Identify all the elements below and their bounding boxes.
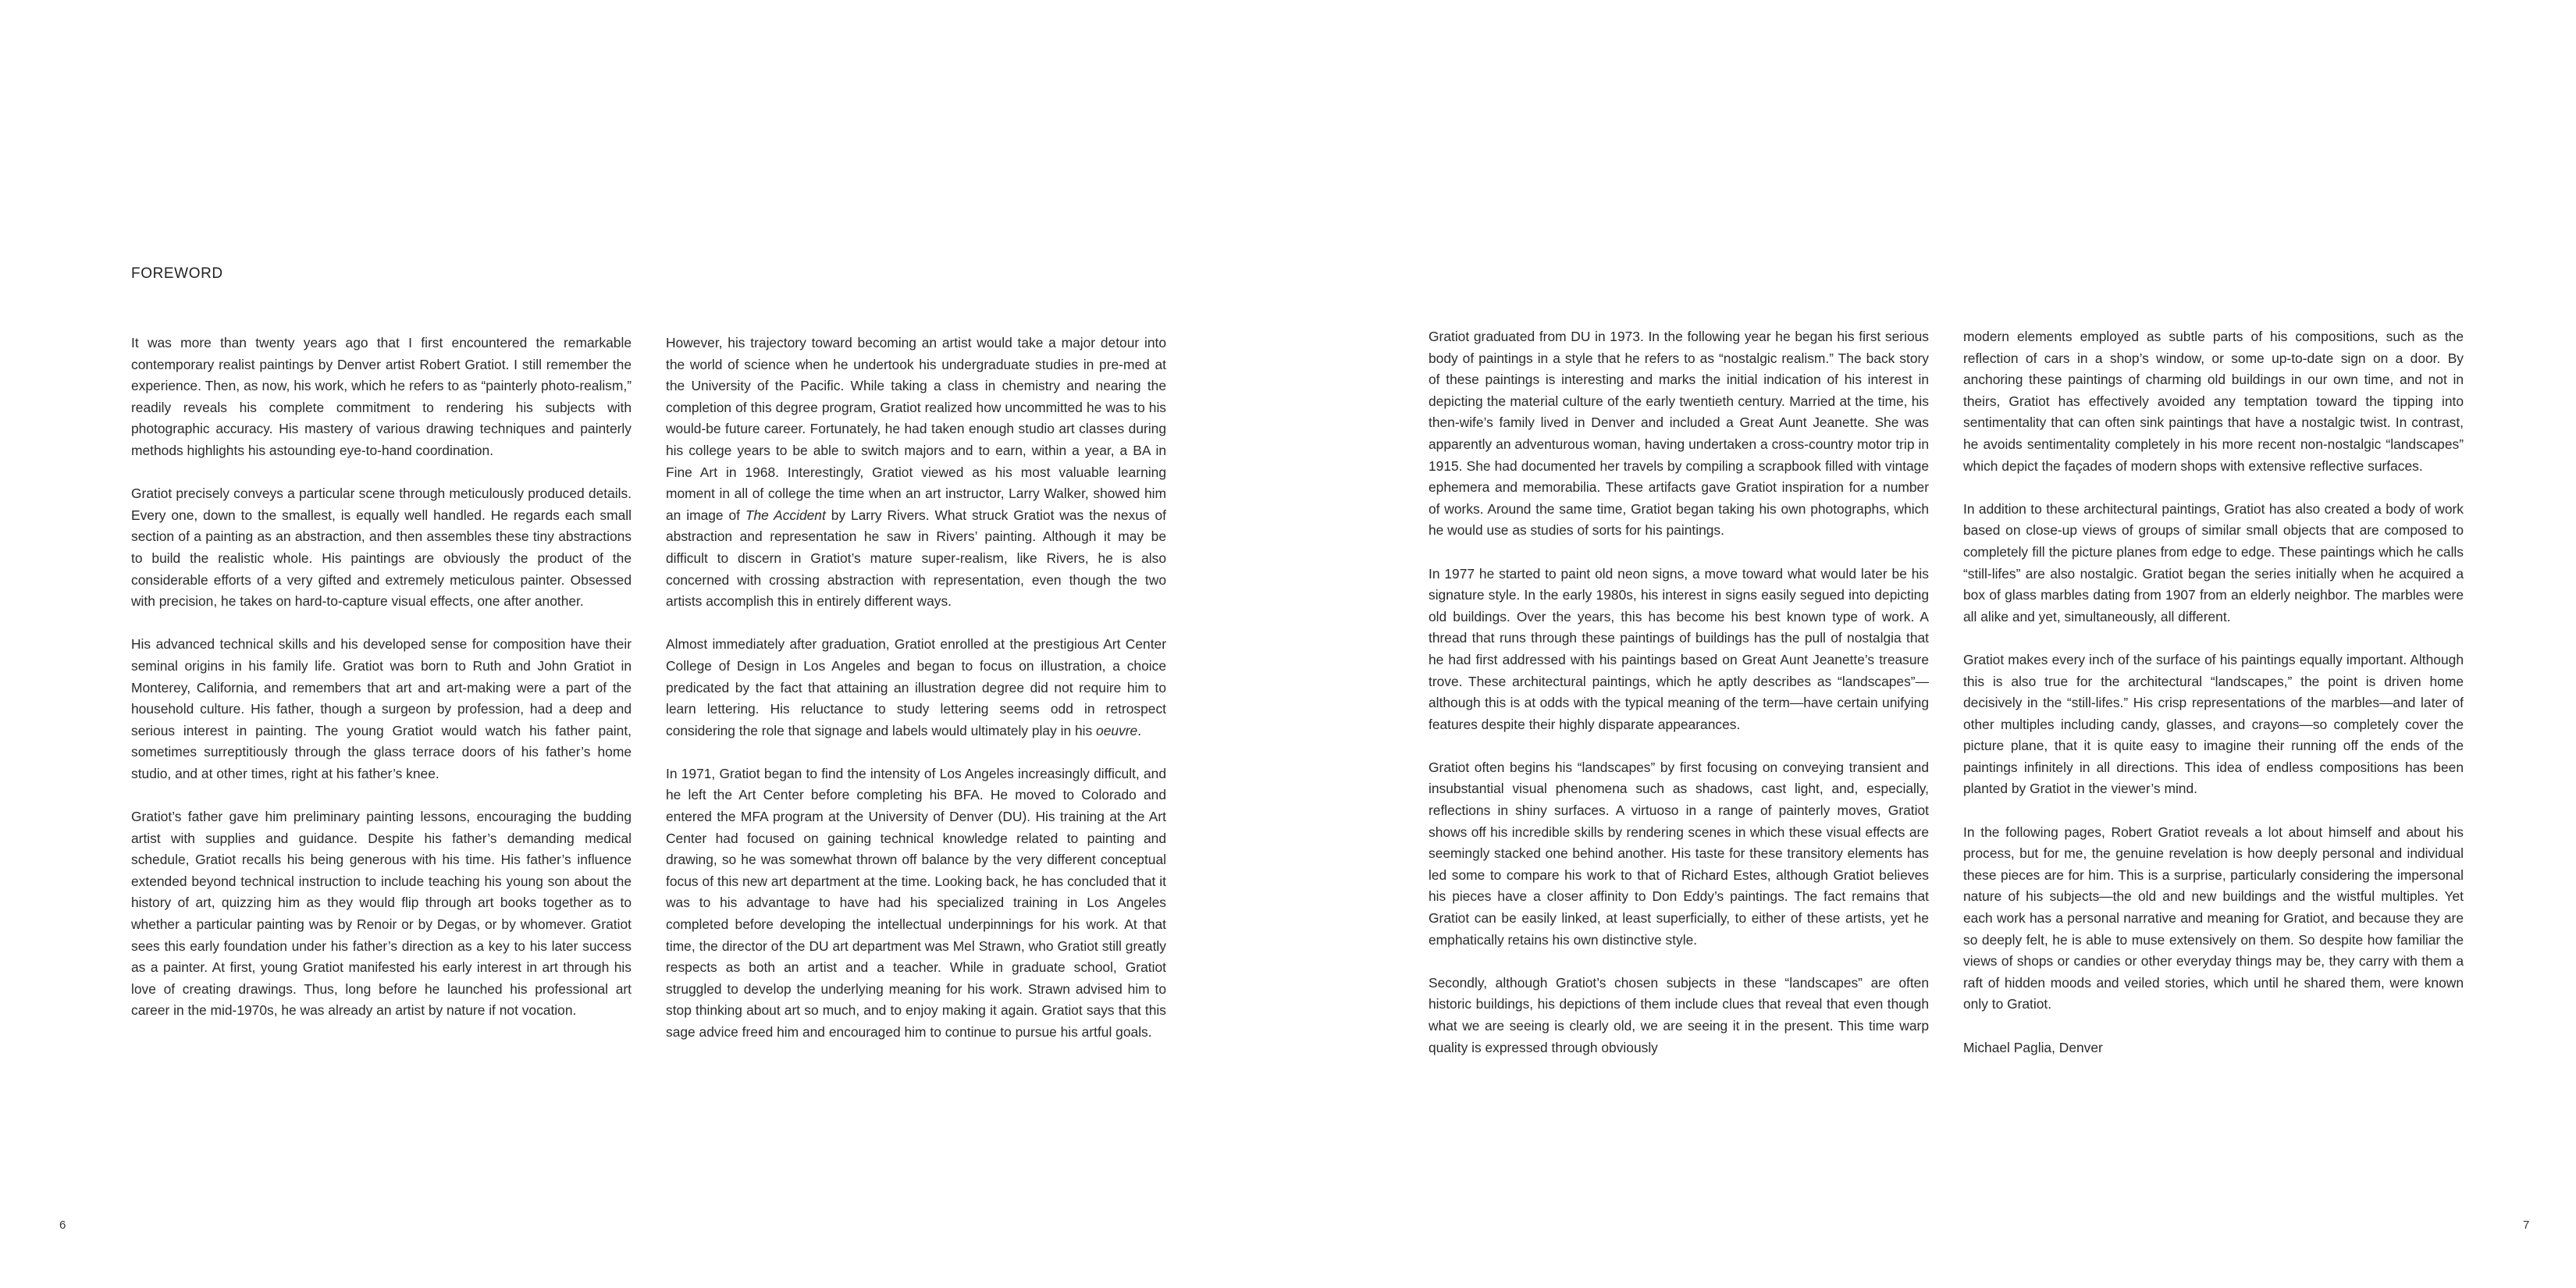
author-signature: Michael Paglia, Denver [1963, 1039, 2103, 1055]
page-number-right: 7 [2523, 1219, 2530, 1232]
paragraph: Gratiot’s father gave him preliminary painting lessons, encouraging the budding artist with supplies and guidance. Despite his father’s demanding medical schedule, Gratiot recalls his being generous with his time. His father’s influence extended beyond technical instruction to include teaching his young son about the history of art, quizzing him as they would flip through art books together as to whether a particular painting was by Renoir or by Degas, or by whomever. Gratiot sees this early foundation under his father’s direction as a key to his later success as a painter. At first, young Gratiot manifested his early interest in art through his love of creating drawings. Thus, long before he launched his professional art career in the mid-1970s, he was already an artist by nature if not vocation. [131, 809, 632, 1019]
page-heading: FOREWORD [131, 265, 223, 282]
paragraph: However, his trajectory toward becoming an artist would take a major detour into the world of science when he undertook his undergraduate studies in pre-med at the University of the Pacific. While taking a class in chemistry and nearing the completion of this degree program, Gratiot realized how uncommitted he was to his would-be future career. Fortunately, he had taken enough studio art classes during his college years to be able to switch majors and to earn, within a year, a BA in Fine Art in 1968. Interestingly, Gratiot viewed as his most valuable learning moment in all of college the time when an art instructor, Larry Walker, showed him an image of The Accident by Larry Rivers. What struck Gratiot was the nexus of abstraction and representation he saw in Rivers’ painting. Although it may be difficult to discern in Gratiot’s mature super-realism, like Rivers, he is also concerned with crossing abstraction with representation, even though the two artists accomplish this in entirely different ways. [666, 335, 1166, 610]
paragraph: In 1977 he started to paint old neon signs, a move toward what would later be his signature style. In the early 1980s, his interest in signs easily segued into depicting old buildings. Over the years, this has become his best known type of work. A thread that runs through these paintings of buildings has the pull of nostalgia that he had first addressed with his paintings based on Great Aunt Jeanette’s treasure trove. These architectural paintings, which he aptly describes as “landscapes”—although this is at odds with the typical meaning of the term—have certain unifying features despite their highly disparate appearances. [1429, 565, 1929, 732]
text-column-3 [1429, 326, 1929, 1059]
paragraph: In the following pages, Robert Gratiot reveals a lot about himself and about his process, but for me, the genuine revelation is how deeply personal and individual these pieces are for him. This is a surprise, particularly considering the impersonal nature of his subjects—the old and new buildings and the wistful multiples. Yet each work has a personal narrative and meaning for Gratiot, and because they are so deeply felt, he is able to muse extensively on them. So despite how familiar the views of shops or candies or other everyday things may be, they carry with them a raft of hidden moods and veiled stories, which until he shared them, were known only to Gratiot. [1963, 824, 2464, 1012]
italic-title: The Accident [745, 507, 826, 523]
paragraph: It was more than twenty years ago that I first encountered the remarkable contemporary realist paintings by Denver artist Robert Gratiot. I still remember the experience. Then, as now, his work, which he refers to as “painterly photo-realism,” readily reveals his complete commitment to rendering his subjects with photographic accuracy. His mastery of various drawing techniques and painterly methods highlights his astounding eye-to-hand coordination. [131, 335, 632, 458]
italic-title: oeuvre [1096, 722, 1138, 738]
paragraph: Gratiot makes every inch of the surface of his paintings equally important. Although this is also true for the architectural “landscapes,” the point is driven home decisively in the “still-lifes.” His crisp representations of the marbles—and later of other multiples including candy, glasses, and crayons—so completely cover the picture plane, that it is quite easy to imagine their running off the ends of the paintings infinitely in all directions. This idea of endless compositions has been planted by Gratiot in the viewer’s mind. [1963, 651, 2464, 797]
paragraph: In addition to these architectural paintings, Gratiot has also created a body of work based on close-up views of groups of similar small objects that are composed to completely fill the picture planes from edge to edge. These paintings which he calls “still-lifes” are also nostalgic. Gratiot began the series initially when he acquired a box of glass marbles dating from 1907 from an elderly neighbor. The marbles were all alike and yet, simultaneously, all different. [1963, 500, 2464, 624]
text-column-2 [666, 333, 1166, 1044]
paragraph: Gratiot precisely conveys a particular scene through meticulously produced details. Every one, down to the smallest, is equally well handled. He regards each small section of a painting as an abstraction, and then assembles these tiny abstractions to build the realistic whole. His paintings are obviously the product of the considerable efforts of a very gifted and extremely meticulous painter. Obsessed with precision, he takes on hard-to-capture visual effects, one after another. [131, 486, 632, 610]
paragraph: Gratiot often begins his “landscapes” by first focusing on conveying transient and insubstantial visual phenomena such as shadows, cast light, and, especially, reflections in shiny surfaces. A virtuoso in a range of painterly moves, Gratiot shows off his incredible skills by rendering scenes in which these visual effects are seemingly stacked one behind another. His taste for these transitory elements has led some to compare his work to that of Richard Estes, although Gratiot believes his pieces have a closer affinity to Don Eddy’s paintings. The fact remains that Gratiot can be easily linked, at least superficially, to either of these artists, yet he emphatically retains his own distinctive style. [1429, 759, 1929, 948]
paragraph: Almost immediately after graduation, Gratiot enrolled at the prestigious Art Center College of Design in Los Angeles and began to focus on illustration, a choice predicated by the fact that attaining an illustration degree did not require him to learn lettering. His reluctance to study lettering seems odd in retrospect considering the role that signage and labels would ultimately play in his oeuvre. [666, 636, 1166, 738]
paragraph: Secondly, although Gratiot’s chosen subjects in these “landscapes” are often historic buildings, his depictions of them include clues that reveal that even though what we are seeing is clearly old, we are seeing it in the present. This time warp quality is expressed through obviously [1429, 974, 1929, 1055]
paragraph: His advanced technical skills and his developed sense for composition have their seminal origins in his family life. Gratiot was born to Ruth and John Gratiot in Monterey, California, and remembers that art and art-making were a part of the household culture. His father, though a surgeon by profession, had a deep and serious interest in painting. The young Gratiot would watch his father paint, sometimes surreptitiously through the glass terrace doors of his father’s home studio, and at other times, right at his father’s knee. [131, 636, 632, 781]
text-column-4 [1963, 326, 2464, 1059]
paragraph: Gratiot graduated from DU in 1973. In the following year he began his first serious body of paintings in a style that he refers to as “nostalgic realism.” The back story of these paintings is interesting and marks the initial indication of his interest in depicting the material culture of the early twentieth century. Married at the time, his then-wife’s family lived in Denver and included a Great Aunt Jeanette. She was apparently an adventurous woman, having undertaken a cross-country motor trip in 1915. She had documented her travels by compiling a scrapbook filled with vintage ephemera and memorabilia. These artifacts gave Gratiot inspiration for a number of works. Around the same time, Gratiot began taking his own photographs, which he would use as studies of sorts for his paintings. [1429, 329, 1929, 539]
paragraph: modern elements employed as subtle parts of his compositions, such as the reflection of cars in a shop’s window, or some up-to-date sign on a door. By anchoring these paintings of charming old buildings in our own time, and not in theirs, Gratiot has effectively avoided any temptation toward the tipping into sentimentality that can often sink paintings that have a nostalgic twist. In contrast, he avoids sentimentality completely in his more recent non-nostalgic “landscapes” which depict the façades of modern shops with extensive reflective surfaces. [1963, 329, 2464, 474]
text-column-1 [131, 333, 632, 1022]
paragraph: In 1971, Gratiot began to find the intensity of Los Angeles increasingly difficult, and he left the Art Center before completing his BFA. He moved to Colorado and entered the MFA program at the University of Denver (DU). His training at the Art Center had focused on gaining technical knowledge related to painting and drawing, so he was somewhat thrown off balance by the very different conceptual focus of this new art department at the time. Looking back, he has concluded that it was to his advantage to have had his specialized training in Los Angeles completed before developing the intellectual underpinnings for his work. At that time, the director of the DU art department was Mel Strawn, who Gratiot still greatly respects as both an artist and a teacher. While in graduate school, Gratiot struggled to develop the underlying meaning for his work. Strawn advised him to stop thinking about art so much, and to enjoy making it again. Gratiot says that this sage advice freed him and encouraged him to continue to pursue his artful goals. [666, 765, 1166, 1040]
page-number-left: 6 [59, 1219, 66, 1232]
